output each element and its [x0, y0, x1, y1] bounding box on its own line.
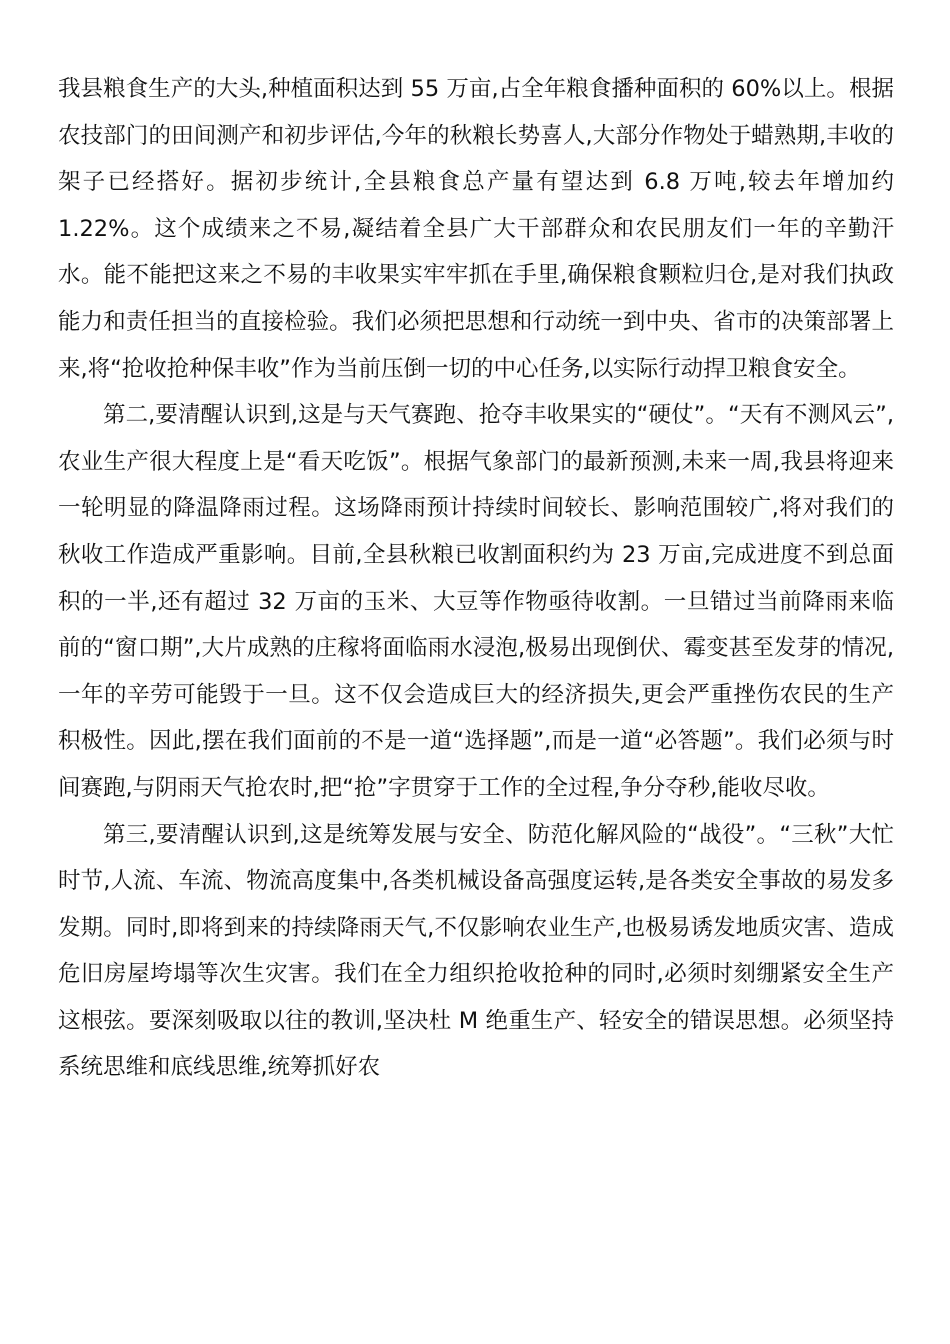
paragraph-2: 第二,要清醒认识到,这是与天气赛跑、抢夺丰收果实的“硬仗”。“天有不测风云”,农业生产很大程度上是“看天吃饭”。根据气象部门的最新预测,未来一周,我县将迎来一轮明显的降温降雨过程。这场降雨预计持续时间较长、影响范围较广,将对我们的秋收工作造成严重影响。目前,全县秋粮已收割面积约为 23 万亩,完成进度不到总面积的一半,还有超过 32 万亩的玉米、大豆等作物亟待收割。一旦错过当前降雨来临前的“窗口期”,大片成熟的庄稼将面临雨水浸泡,极易出现倒伏、霉变甚至发芽的情况,一年的辛劳可能毁于一旦。这不仅会造成巨大的经济损失,更会严重挫伤农民的生产积极性。因此,摆在我们面前的不是一道“选择题”,而是一道“必答题”。我们必须与时间赛跑,与阴雨天气抢农时,把“抢”字贯穿于工作的全过程,争分夺秒,能收尽收。: [58, 402, 894, 801]
paragraph-3: 第三,要清醒认识到,这是统筹发展与安全、防范化解风险的“战役”。“三秋”大忙时节,人流、车流、物流高度集中,各类机械设备高强度运转,是各类安全事故的易发多发期。同时,即将到来的持续降雨天气,不仅影响农业生产,也极易诱发地质灾害、造成危旧房屋垮塌等次生灾害。我们在全力组织抢收抢种的同时,必须时刻绷紧安全生产这根弦。要深刻吸取以往的教训,坚决杜 M 绝重生产、轻安全的错误思想。必须坚持系统思维和底线思维,统筹抓好农: [58, 821, 894, 1081]
paragraph-1: 我县粮食生产的大头,种植面积达到 55 万亩,占全年粮食播种面积的 60%以上。根据农技部门的田间测产和初步评估,今年的秋粮长势喜人,大部分作物处于蜡熟期,丰收的架子已经搭好。据初步统计,全县粮食总产量有望达到 6.8 万吨,较去年增加约 1.22%。这个成绩来之不易,凝结着全县广大干部群众和农民朋友们一年的辛勤汗水。能不能把这来之不易的丰收果实牢牢抓在手里,确保粮食颗粒归仓,是对我们执政能力和责任担当的直接检验。我们必须把思想和行动统一到中央、省市的决策部署上来,将“抢收抢种保丰收”作为当前压倒一切的中心任务,以实际行动捍卫粮食安全。: [58, 76, 894, 382]
document-body: [58, 66, 894, 1091]
